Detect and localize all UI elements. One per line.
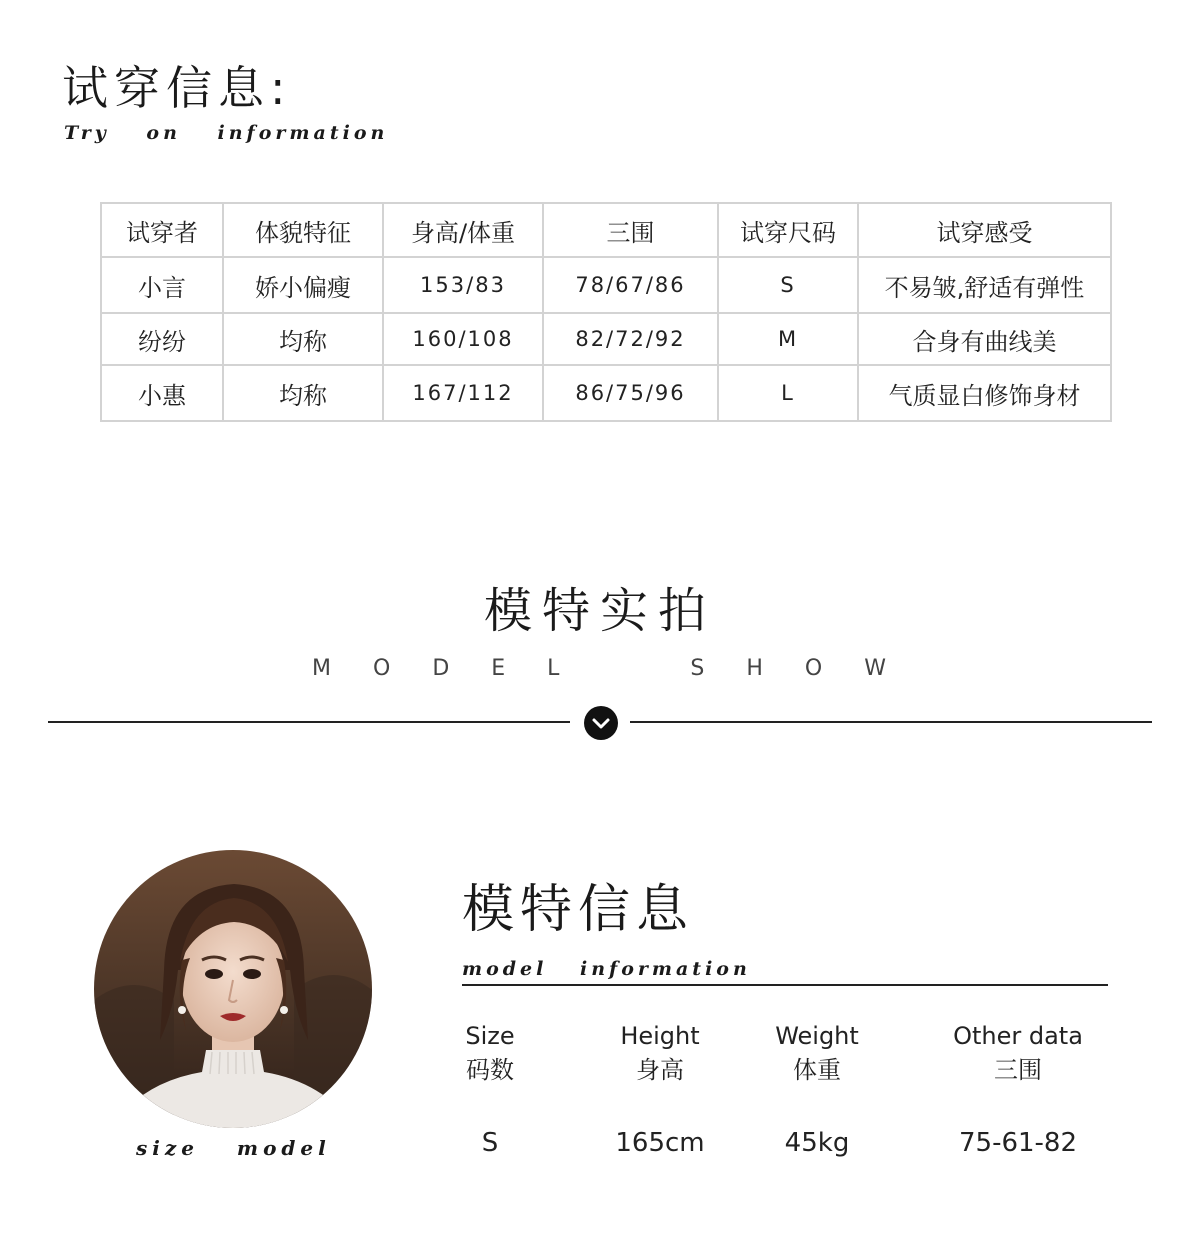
table-cell: 均称 bbox=[223, 365, 383, 421]
tryon-subtitle: Try on information bbox=[64, 122, 389, 144]
table-row bbox=[101, 365, 1111, 421]
stat-value: 165cm bbox=[615, 1128, 705, 1158]
header-cell-height-weight: 身高/体重 bbox=[383, 203, 543, 257]
stat-label-cn: 身高 bbox=[636, 1056, 684, 1084]
table-cell: L bbox=[718, 365, 858, 421]
table-cell: 167/112 bbox=[383, 365, 543, 421]
model-show-title: 模特实拍 bbox=[483, 583, 716, 639]
header-cell-body-type: 体貌特征 bbox=[223, 203, 383, 257]
table-cell: 小惠 bbox=[101, 365, 223, 421]
model-info-divider bbox=[462, 984, 1108, 986]
stat-label-cn: 码数 bbox=[466, 1056, 514, 1084]
tryon-title: 试穿信息: bbox=[62, 61, 292, 115]
table-cell: 153/83 bbox=[383, 257, 543, 313]
table-cell: 82/72/92 bbox=[543, 313, 718, 365]
photo-caption: size model bbox=[136, 1136, 331, 1160]
table-header-row bbox=[101, 203, 1111, 257]
model-info-title: 模特信息 bbox=[462, 880, 695, 940]
table-cell: 不易皱,舒适有弹性 bbox=[858, 257, 1111, 313]
table-cell: S bbox=[718, 257, 858, 313]
header-cell-tester: 试穿者 bbox=[101, 203, 223, 257]
stat-value: 75-61-82 bbox=[958, 1128, 1077, 1158]
divider-right bbox=[630, 721, 1152, 723]
stat-value: S bbox=[481, 1128, 499, 1158]
stat-label-cn: 体重 bbox=[793, 1056, 841, 1084]
stat-label-cn: 三围 bbox=[994, 1056, 1042, 1084]
table-cell: 娇小偏瘦 bbox=[223, 257, 383, 313]
header-cell-measurements: 三围 bbox=[543, 203, 718, 257]
stat-value: 45kg bbox=[784, 1128, 850, 1158]
header-cell-size: 试穿尺码 bbox=[718, 203, 858, 257]
table-cell: 纷纷 bbox=[101, 313, 223, 365]
stat-size bbox=[440, 1020, 540, 1170]
stat-label-en: Height bbox=[620, 1022, 700, 1050]
stat-label-en: Weight bbox=[775, 1022, 859, 1050]
stat-height bbox=[595, 1020, 725, 1170]
table-row bbox=[101, 257, 1111, 313]
table-cell: 78/67/86 bbox=[543, 257, 718, 313]
chevron-down-icon bbox=[584, 706, 618, 740]
stat-label-en: Size bbox=[465, 1022, 515, 1050]
table-cell: 均称 bbox=[223, 313, 383, 365]
header-cell-feeling: 试穿感受 bbox=[858, 203, 1111, 257]
model-photo bbox=[94, 850, 372, 1128]
table-cell: 合身有曲线美 bbox=[858, 313, 1111, 365]
model-info-subtitle: model information bbox=[462, 958, 751, 980]
table-cell: 气质显白修饰身材 bbox=[858, 365, 1111, 421]
table-cell: 小言 bbox=[101, 257, 223, 313]
divider-left bbox=[48, 721, 570, 723]
tryon-table bbox=[100, 202, 1112, 422]
table-cell: 86/75/96 bbox=[543, 365, 718, 421]
table-cell: 160/108 bbox=[383, 313, 543, 365]
model-show-subtitle: MODEL SHOW bbox=[312, 656, 928, 681]
stat-other bbox=[925, 1020, 1111, 1170]
table-cell: M bbox=[718, 313, 858, 365]
table-row bbox=[101, 313, 1111, 365]
stat-label-en: Other data bbox=[953, 1022, 1083, 1050]
stat-weight bbox=[752, 1020, 882, 1170]
